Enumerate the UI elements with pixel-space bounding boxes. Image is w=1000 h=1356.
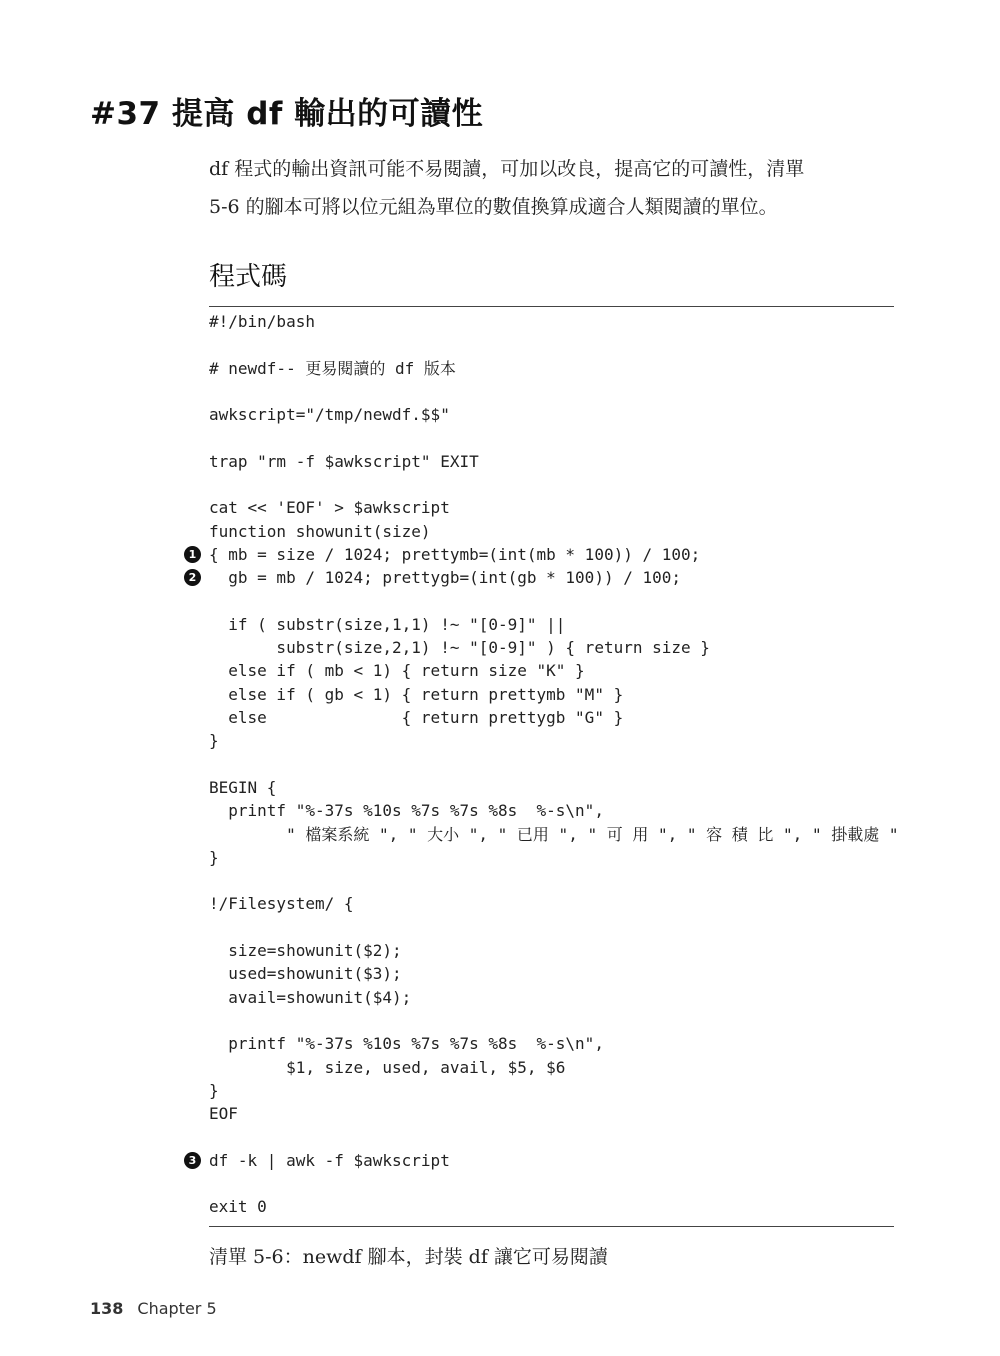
code-line <box>209 590 894 613</box>
code-line <box>209 1125 894 1148</box>
code-line <box>209 473 894 496</box>
code-line: } <box>209 847 219 867</box>
code-line: size=showunit($2); <box>209 941 402 961</box>
code-line: used=showunit($3); <box>209 964 402 984</box>
code-listing <box>188 310 899 1219</box>
code-line-text: df -k | awk -f $awkscript <box>209 1150 450 1170</box>
code-line: exit 0 <box>209 1197 267 1217</box>
code-line: substr(size,2,1) !~ "[0-9]" ) { return size } <box>209 638 710 658</box>
page-number: 138 <box>90 1299 124 1318</box>
code-line: trap "rm -f $awkscript" EXIT <box>209 451 479 471</box>
intro-line: df 程式的輸出資訊可能不易閱讀，可加以改良，提高它的可讀性，清單 <box>209 158 805 180</box>
code-line <box>209 380 894 403</box>
code-line: else if ( gb < 1) { return prettymb "M" } <box>209 684 624 704</box>
callout-marker-2: 2 <box>184 569 201 586</box>
callout-marker-1: 1 <box>184 546 201 563</box>
code-line <box>209 1172 894 1195</box>
code-line <box>209 869 894 892</box>
code-subheading: 程式碼 <box>209 262 288 292</box>
section-heading: #37 提高 df 輸出的可讀性 <box>90 96 484 132</box>
annotated-code-line <box>188 566 894 589</box>
code-line: printf "%-37s %10s %7s %7s %8s %-s\n", <box>209 1034 604 1054</box>
code-line <box>209 333 894 356</box>
code-line: $1, size, used, avail, $5, $6 <box>209 1057 566 1077</box>
intro-paragraph <box>209 150 899 226</box>
code-line <box>209 753 894 776</box>
code-line: cat << 'EOF' > $awkscript <box>209 498 450 518</box>
code-line: } <box>209 1080 219 1100</box>
code-line: } <box>209 731 219 751</box>
code-line <box>209 916 894 939</box>
chapter-label: Chapter 5 <box>137 1299 217 1318</box>
code-line: function showunit(size) <box>209 521 431 541</box>
code-line: awkscript="/tmp/newdf.$$" <box>209 405 450 425</box>
code-line: BEGIN { <box>209 777 277 797</box>
code-line: else { return prettygb "G" } <box>209 708 624 728</box>
code-line: if ( substr(size,1,1) !~ "[0-9]" || <box>209 614 566 634</box>
annotated-code-line <box>188 1149 894 1172</box>
code-line: # newdf-- 更易閱讀的 df 版本 <box>209 358 456 378</box>
code-line: !/Filesystem/ { <box>209 894 354 914</box>
listing-caption: 清單 5-6：newdf 腳本，封裝 df 讓它可易閱讀 <box>209 1246 608 1268</box>
code-line: else if ( mb < 1) { return size "K" } <box>209 661 585 681</box>
code-line-text: { mb = size / 1024; prettymb=(int(mb * 100)) / 100; <box>209 544 701 564</box>
code-line: " 檔案系統 ", " 大小 ", " 已用 ", " 可 用 ", " 容 積 比 ", " 掛載處 " <box>209 824 899 844</box>
code-line-text: gb = mb / 1024; prettygb=(int(gb * 100)) / 100; <box>209 568 682 588</box>
code-line: printf "%-37s %10s %7s %7s %8s %-s\n", <box>209 801 604 821</box>
code-line <box>209 426 894 449</box>
page-footer <box>90 1299 217 1318</box>
code-line: avail=showunit($4); <box>209 987 412 1007</box>
callout-marker-3: 3 <box>184 1152 201 1169</box>
code-line <box>209 1009 894 1032</box>
annotated-code-line <box>188 543 894 566</box>
code-line: EOF <box>209 1104 238 1124</box>
intro-line: 5-6 的腳本可將以位元組為單位的數值換算成適合人類閱讀的單位。 <box>209 196 778 218</box>
top-divider <box>209 306 894 307</box>
bottom-divider <box>209 1226 894 1227</box>
code-line: #!/bin/bash <box>209 312 315 331</box>
